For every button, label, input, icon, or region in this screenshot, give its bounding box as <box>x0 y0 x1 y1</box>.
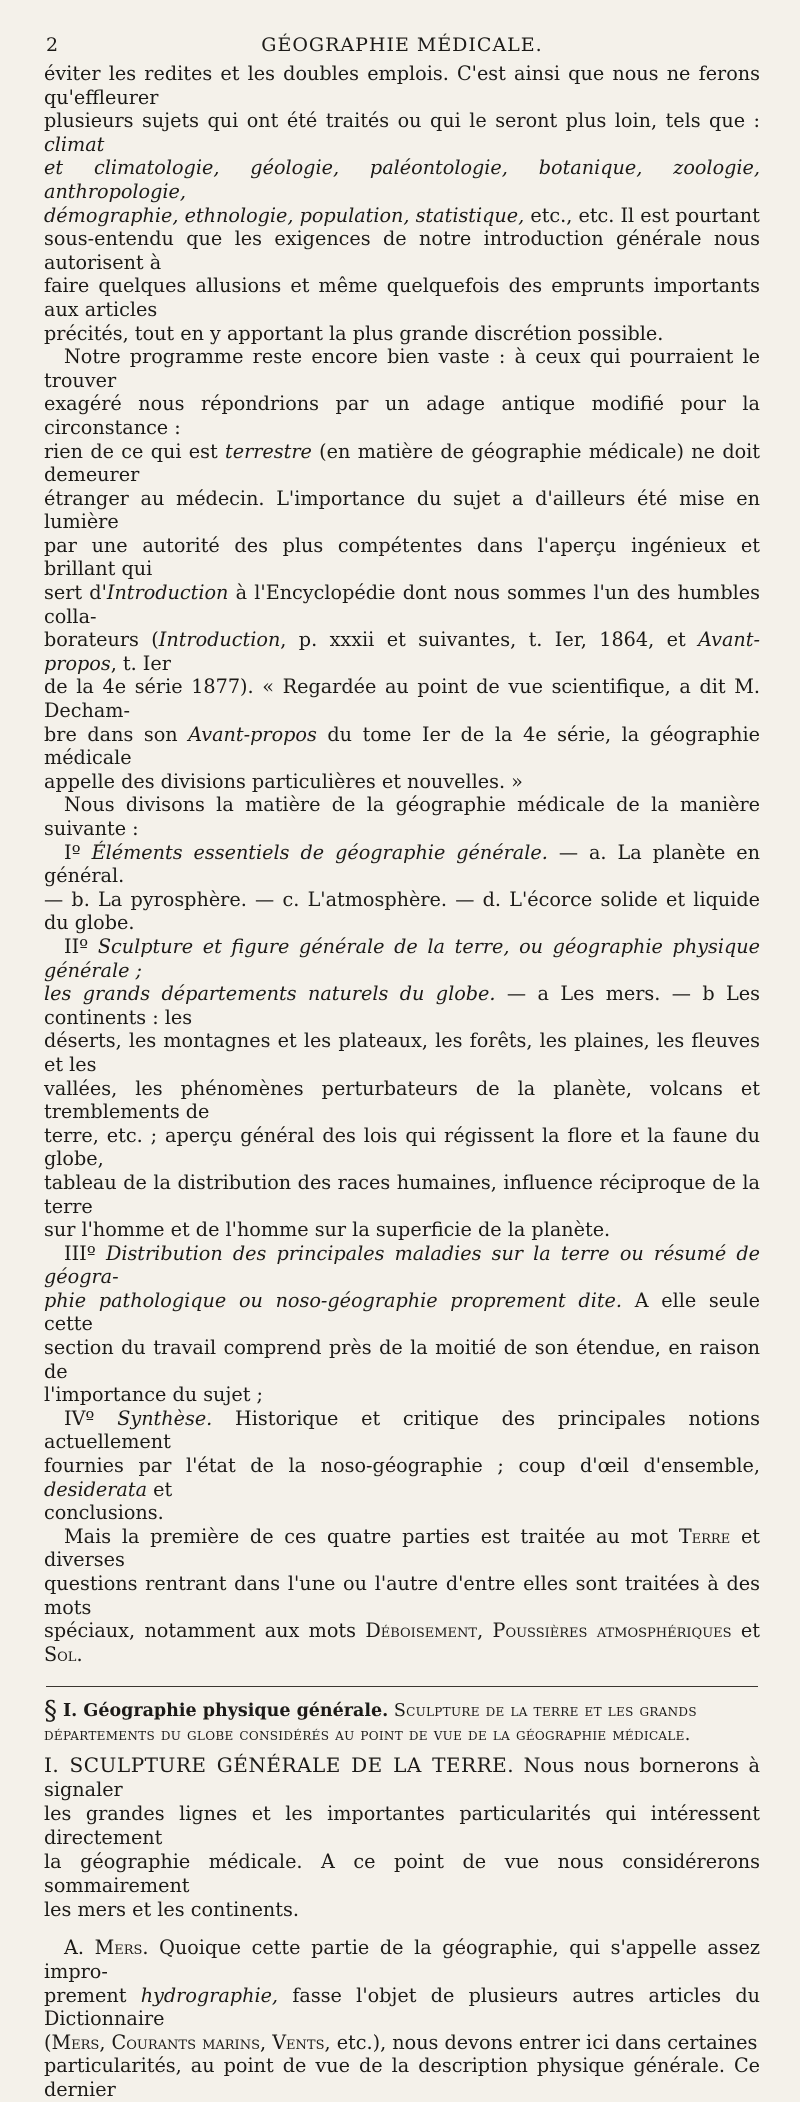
subsection-heading: I. SCULPTURE GÉNÉRALE DE LA TERRE. <box>44 1753 515 1778</box>
paragraph-programme: Notre programme reste encore bien vaste : à ceux qui pourraient le trouver exagéré nous répondrions par un adage antique modifié pour la circonstance : rien de ce qui est terrestre (en matière de géographie médicale) ne doit demeurer étranger au médecin. L'importance du sujet a d'ailleurs été mise en lumière par une autorité des plus compétentes dans l'aperçu ingénieux et brillant qui sert d'Introduction à l'Encyclopédie dont nous sommes l'un des humbles colla- borateurs (Introduction, p. xxxii et suivantes, t. Ier, 1864, et Avant-propos, t. Ier de la 4e série 1877). « Regardée au point de vue scientifique, a dit M. Decham- bre dans son Avant-propos du tome Ier de la 4e série, la géographie médicale appelle des divisions particulières et nouvelles. » <box>44 345 761 793</box>
section-label: I. Géographie physique générale. <box>63 1701 389 1722</box>
paragraph-divisions: Nous divisons la matière de la géographie médicale de la manière suivante : <box>44 793 760 840</box>
running-head <box>44 26 760 62</box>
list-item-2: IIº Sculpture et figure générale de la terre, ou géographie physique générale ; les grands départements naturels du globe. — a Les mers. — b Les continents : les déserts, les montagnes et les plateaux, les forêts, les plaines, les fleuves et les vallées, les phénomènes perturbateurs de la planète, volcans et tremblements de terre, etc. ; aperçu général des lois qui régissent la flore et la faune du globe, tableau de la distribution des races humaines, influence réciproque de la terre sur l'homme et de l'homme sur la superficie de la planète. <box>44 934 760 1242</box>
subsection-mers: A. Mers. Quoique cette partie de la géographie, qui s'appelle assez impro- prement hydrographie, fasse l'objet de plusieurs autres articles du Dictionnaire (Mers, Courants marins, Vents, etc.), nous devons entrer ici dans certaines particularités, au point de vue de la description physique générale. Ce dernier <box>44 1936 761 2101</box>
section-heading <box>44 1696 760 1747</box>
list-item-1: Iº Éléments essentiels de géographie générale. — a. La planète en général. — b. La pyrosphère. — c. L'atmosphère. — d. L'écorce solide et liquide du globe. <box>44 840 761 935</box>
body-text <box>44 62 760 1666</box>
mers-label: A. Mers. <box>64 1936 149 1960</box>
section-mark: § <box>44 1696 57 1727</box>
section-title: Sculpture de la terre et les grands départements du globe considérés au point de vue de la géographie médicale. <box>44 1701 697 1746</box>
page-number: 2 <box>46 34 60 56</box>
subsection-sculpture: I. SCULPTURE GÉNÉRALE DE LA TERRE. Nous nous bornerons à signaler les grandes lignes et les importantes particularités qui intéressent directement la géographie médicale. A ce point de vue nous considérerons sommairement les mers et les continents. <box>44 1753 760 1922</box>
running-title: GÉOGRAPHIE MÉDICALE. <box>261 34 543 56</box>
section-divider <box>46 1686 758 1687</box>
paragraph-parts: Mais la première de ces quatre parties est traitée au mot Terre et diverses questions rentrant dans l'une ou l'autre d'entre elles sont traitées à des mots spéciaux, notamment aux mots Déboisement, Poussières atmosphériques et Sol. <box>44 1524 761 1666</box>
list-item-3: IIIº Distribution des principales maladies sur la terre ou résumé de géogra- phie pathologique ou noso-géographie proprement dite. A elle seule cette section du travail comprend près de la moitié de son étendue, en raison de l'importance du sujet ; <box>44 1241 760 1407</box>
paragraph-intro: éviter les redites et les doubles emplois. C'est ainsi que nous ne ferons qu'effleurer plusieurs sujets qui ont été traités ou qui le seront plus loin, tels que : climat et climatologie, géologie, paléontologie, botanique, zoologie, anthropologie, démographie, ethnologie, population, statistique, etc., etc. Il est pourtant sous-entendu que les exigences de notre introduction générale nous autorisent à faire quelques allusions et même quelquefois des emprunts importants aux articles précités, tout en y apportant la plus grande discrétion possible. <box>44 62 760 345</box>
list-item-4: IVº Synthèse. Historique et critique des principales notions actuellement fournies par l'état de la noso-géographie ; coup d'œil d'ensemble, desiderata et conclusions. <box>44 1406 760 1525</box>
